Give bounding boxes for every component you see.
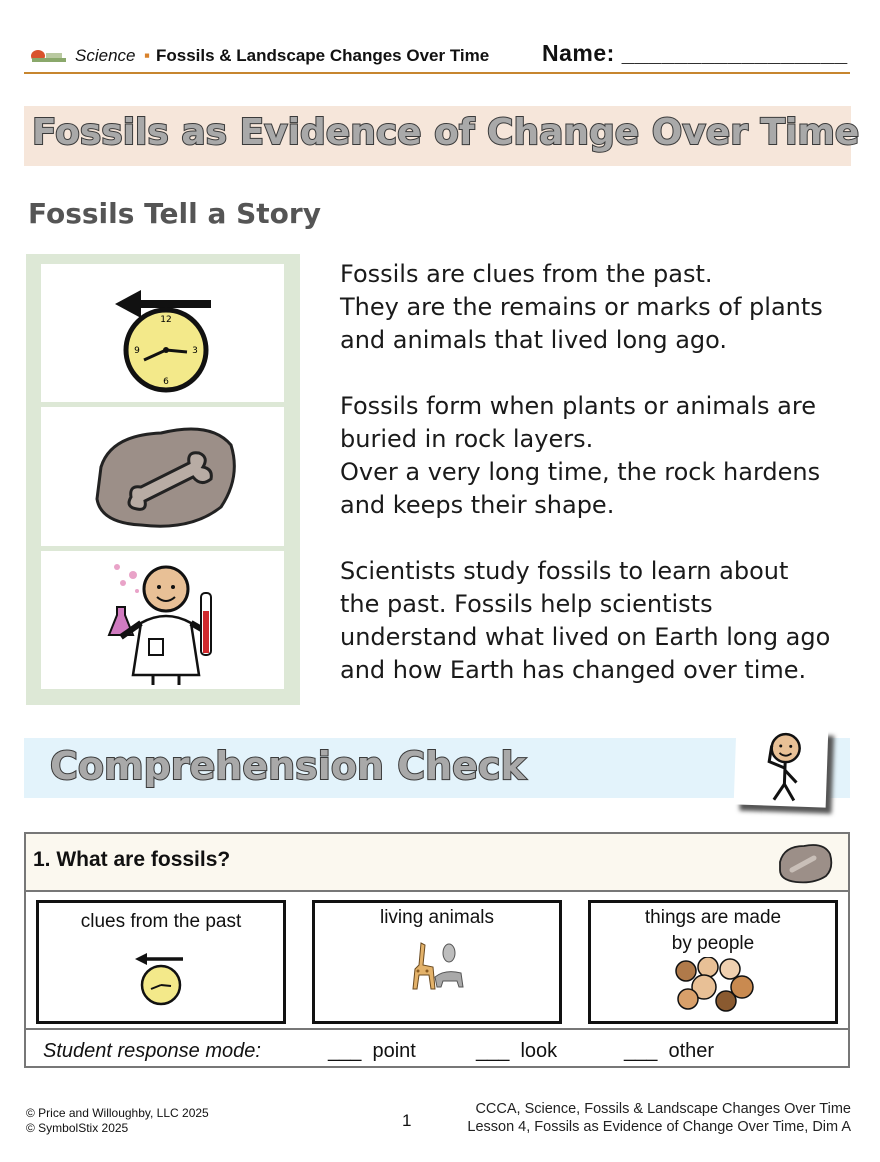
comprehension-banner (24, 738, 850, 798)
question-header (26, 834, 848, 892)
fossil-rock-icon (41, 407, 284, 546)
svg-text:12: 12 (160, 315, 172, 325)
question-text: 1. What are fossils? (33, 848, 231, 871)
copyright-line: © SymbolStix 2025 (26, 1121, 129, 1135)
picture-cell-past (41, 264, 284, 402)
choice-clues-from-past[interactable] (36, 900, 286, 1024)
logo-icon (28, 46, 68, 64)
name-field[interactable]: Name: _________________ (542, 40, 848, 66)
animals-icon (405, 941, 469, 993)
paragraph-line: Fossils form when plants or animals are (340, 392, 816, 420)
picture-cell-fossil (41, 407, 284, 546)
header-separator: ▪ (144, 46, 151, 65)
page-number: 1 (402, 1111, 412, 1130)
subheading: Fossils Tell a Story (28, 197, 321, 230)
choice-living-animals[interactable] (312, 900, 562, 1024)
choice-label: things are made (644, 907, 782, 928)
paragraph-3 (340, 555, 860, 687)
source-line: Lesson 4, Fossils as Evidence of Change Over Time, Dim A (467, 1119, 851, 1135)
thinking-person-icon (734, 726, 829, 807)
paragraph-line: Over a very long time, the rock hardens (340, 458, 821, 486)
paragraph-line: and how Earth has changed over time. (340, 656, 807, 684)
copyright-line: © Price and Willoughby, LLC 2025 (26, 1106, 209, 1120)
paragraph-line: buried in rock layers. (340, 425, 594, 453)
response-option-other[interactable]: ___ other (624, 1040, 715, 1062)
paragraph-line: and keeps their shape. (340, 491, 615, 519)
fossil-rock-icon (774, 840, 834, 886)
svg-text:3: 3 (192, 346, 198, 356)
response-option-point[interactable]: ___ point (328, 1040, 416, 1062)
paragraph-line: understand what lived on Earth long ago (340, 623, 831, 651)
header-divider (24, 72, 850, 74)
scientist-icon (41, 551, 284, 689)
svg-text:9: 9 (134, 346, 140, 356)
clock-past-icon (41, 264, 284, 402)
svg-text:6: 6 (163, 377, 169, 387)
paragraph-1 (340, 258, 860, 357)
choice-label: clues from the past (80, 911, 242, 932)
people-icon (668, 957, 758, 1017)
picture-cell-scientist (41, 551, 284, 689)
response-mode-row (26, 1028, 848, 1068)
choice-label: living animals (379, 907, 495, 928)
paragraph-line: the past. Fossils help scientists (340, 590, 713, 618)
section-banner (24, 106, 860, 166)
choice-label: by people (671, 933, 755, 954)
footer-source (467, 1100, 851, 1136)
paragraph-line: Fossils are clues from the past. (340, 260, 713, 288)
choice-made-by-people[interactable] (588, 900, 838, 1024)
picture-panel (26, 254, 300, 705)
source-line: CCCA, Science, Fossils & Landscape Changes Over Time (475, 1101, 851, 1117)
paragraph-line: They are the remains or marks of plants (340, 293, 823, 321)
comprehension-title: Comprehension Check (50, 744, 526, 788)
paragraph-line: Scientists study fossils to learn about (340, 557, 789, 585)
response-mode-label: Student response mode: (43, 1040, 261, 1062)
question-box (24, 832, 850, 1068)
footer-copyright (26, 1106, 209, 1136)
section-title: Fossils as Evidence of Change Over Time (32, 112, 860, 153)
subject-label: Science (75, 46, 136, 65)
clock-past-icon (131, 951, 191, 1007)
unit-title: Fossils & Landscape Changes Over Time (156, 46, 490, 65)
response-option-look[interactable]: ___ look (476, 1040, 558, 1062)
paragraph-line: and animals that lived long ago. (340, 326, 728, 354)
paragraph-2 (340, 390, 860, 522)
thinking-person-card (734, 726, 829, 807)
